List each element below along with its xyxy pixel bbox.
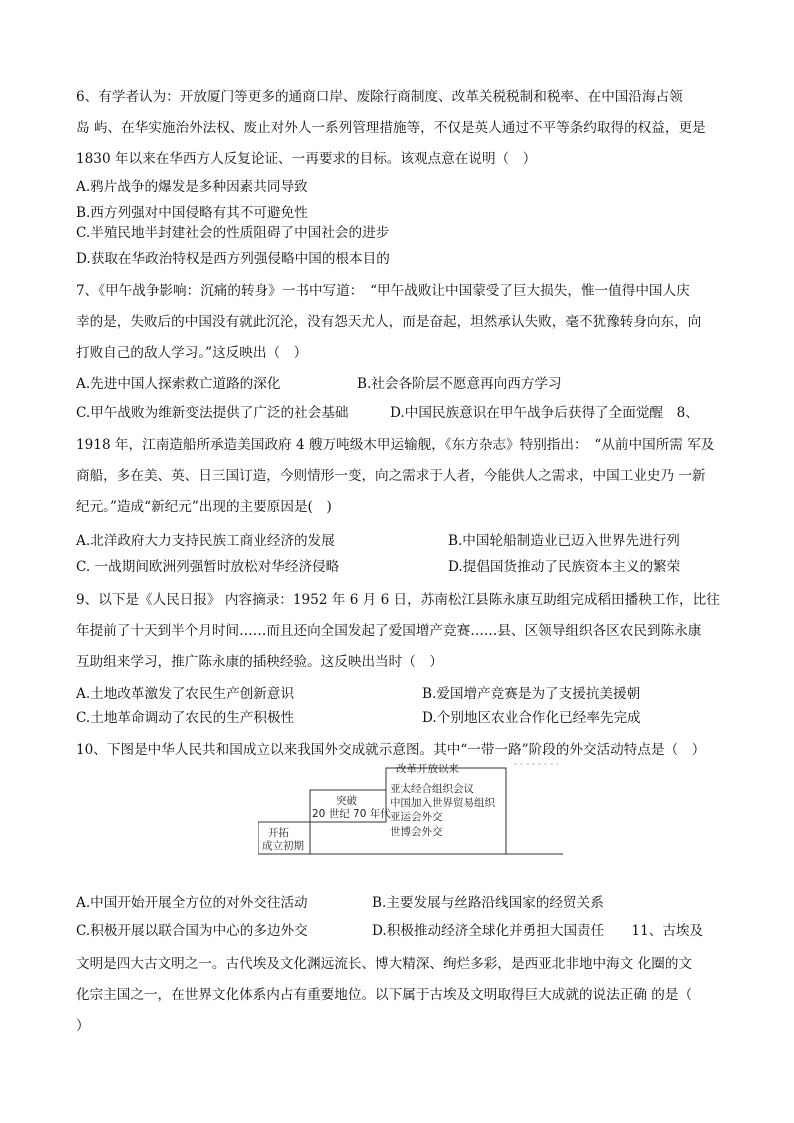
q7-option-c: C.甲午战败为维新变法提供了广泛的社会基础 (76, 405, 349, 421)
q8-option-a: A.北洋政府大力支持民族工商业经济的发展 (76, 533, 335, 549)
stage-2-period: 20 世纪 70 年代 (312, 808, 391, 820)
achievement-item: 中国加入世界贸易组织 (390, 797, 495, 809)
q10-option-b: B.主要发展与丝路沿线国家的经贸关系 (372, 895, 604, 911)
q9-stem-line-1: 9、以下是《人民日报》 内容摘录：1952 年 6 月 6 日，苏南松江县陈永康互助组完成稻田播秧工作，比往 (76, 592, 720, 608)
q7-option-a: A.先进中国人探索救亡道路的深化 (76, 376, 281, 392)
q9-option-d: D.个别地区农业合作化已经率先完成 (422, 710, 641, 726)
q6-stem-line-2: 岛 屿、在华实施治外法权、废止对外人一系列管理措施等，不仅是英人通过不平等条约取得的权益，更是 (76, 120, 706, 136)
q11-stem-line-2: 化宗主国之一，在世界文化体系内占有重要地位。以下属于古埃及文明取得巨大成就的说法正确 的是（ (76, 987, 693, 1003)
q10-stem-line-1: 10、下图是中华人民共和国成立以来我国外交成就示意图。其中“一带一路”阶段的外交活动特点是（ ） (76, 742, 706, 758)
q7-stem-line-2: 幸的是，失败后的中国没有就此沉沦，没有怨天尤人，而是奋起，坦然承认失败，毫不犹豫转身向东，向 (76, 314, 702, 330)
q6-option-d: D.获取在华政治特权是西方列强侵略中国的根本目的 (76, 251, 390, 267)
stage-1-period: 成立初期 (262, 840, 304, 852)
q11-stem-line-1: 文明是四大古文明之一。古代埃及文化渊远流长、博大精深、绚烂多彩，是西亚北非地中海文 化圈的文 (76, 956, 693, 972)
q9-option-b: B.爱国增产竞赛是为了支援抗美援朝 (422, 686, 641, 702)
achievement-item: 亚运会外交 (390, 811, 443, 823)
q6-stem-line-3: 1830 年以来在华西方人反复论证、一再要求的目标。该观点意在说明（ ） (76, 151, 537, 167)
q9-option-c: C.土地革命调动了农民的生产积极性 (76, 710, 295, 726)
diplomacy-staircase-svg (258, 760, 564, 858)
q7-stem-line-1: 7、《甲午战争影响：沉痛的转身》一书中写道： “甲午战败让中国蒙受了巨大损失，惟一值得中国人庆 (76, 283, 690, 299)
q8-stem-line-2: 商船，多在美、英、日三国订造，今则情形一变，向之需求于人者，今能供人之需求，中国工业史乃 一新 (76, 468, 706, 484)
q9-stem-line-2: 年提前了十天到半个月时间……而且还向全国发起了爱国增产竞赛……县、区领导组织各区农民到陈永康 (76, 623, 702, 639)
q7-option-b: B.社会各阶层不愿意再向西方学习 (357, 376, 562, 392)
q6-stem-line-1: 6、有学者认为：开放厦门等更多的通商口岸、废除行商制度、改革关税税制和税率、在中国沿海占领 (76, 89, 683, 105)
q6-option-b: B.西方列强对中国侵略有其不可避免性 (76, 205, 308, 221)
diplomacy-staircase-diagram (258, 760, 564, 858)
q10-option-c: C.积极开展以联合国为中心的多边外交 (76, 923, 308, 939)
achievement-item: 世博会外交 (390, 826, 443, 838)
q8-option-c: C. 一战期间欧洲列强暂时放松对华经济侵略 (76, 559, 340, 575)
q10-option-d: D.积极推动经济全球化并勇担大国责任 11、古埃及 (372, 923, 704, 939)
stage-2-title: 突破 (336, 795, 357, 807)
q6-option-c: C.半殖民地半封建社会的性质阻碍了中国社会的进步 (76, 225, 390, 241)
q7-option-d: D.中国民族意识在甲午战争后获得了全面觉醒 8、 (390, 405, 699, 421)
q8-option-b: B.中国轮船制造业已迈入世界先进行列 (448, 533, 680, 549)
q10-option-a: A.中国开始开展全方位的对外交往活动 (76, 895, 308, 911)
stage-1-title: 开拓 (268, 827, 289, 839)
q11-stem-line-3: ） (76, 1018, 90, 1034)
q8-stem-line-1: 1918 年，江南造船所承造美国政府 4 艘万吨级木甲运输舰，《东方杂志》特别指出： “从前中国所需 军及 (76, 437, 715, 453)
q8-option-d: D.提倡国货推动了民族资本主义的繁荣 (448, 559, 681, 575)
q9-stem-line-3: 互助组来学习，推广陈永康的插秧经验。这反映出当时（ ） (76, 654, 444, 670)
q8-stem-line-3: 纪元。”造成“新纪元”出现的主要原因是( ) (76, 499, 332, 515)
q7-stem-line-3: 打败自己的敌人学习。”这反映出（ ） (76, 345, 308, 361)
q6-option-a: A.鸦片战争的爆发是多种因素共同导致 (76, 179, 308, 195)
q9-option-a: A.土地改革激发了农民生产创新意识 (76, 686, 295, 702)
achievement-item: 亚太经合组织会议 (390, 783, 474, 795)
stage-3-label: 改革开放以来 (396, 763, 459, 775)
